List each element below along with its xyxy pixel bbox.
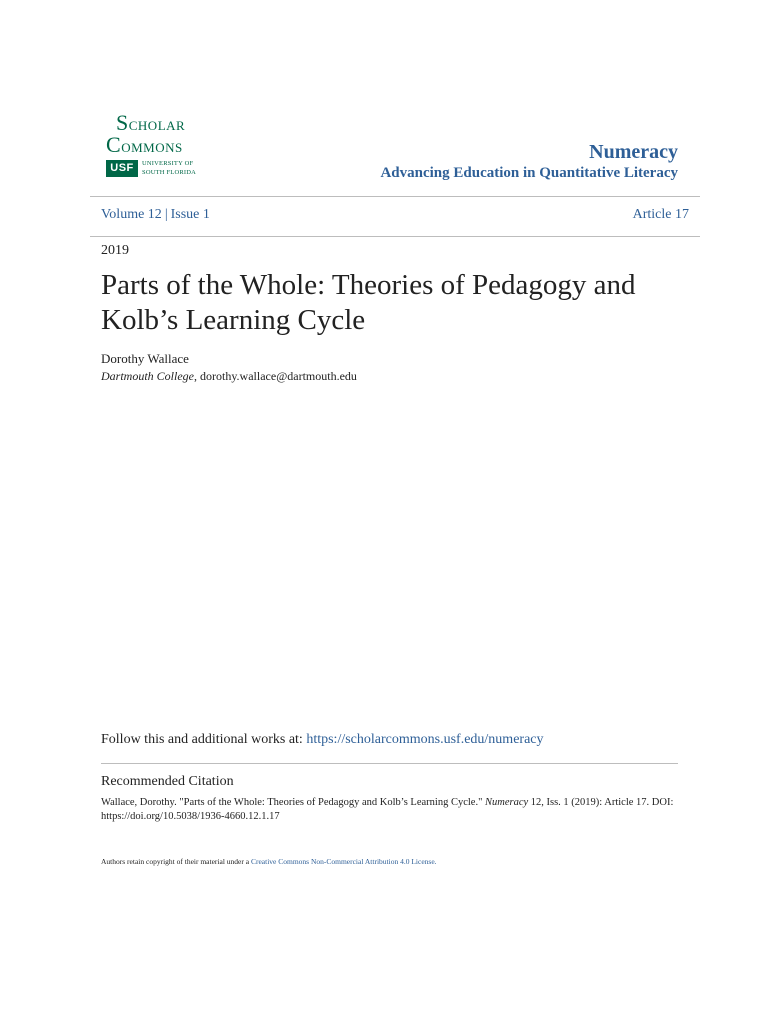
article-link[interactable]: Article 17 [632,207,689,222]
license-line [101,857,437,866]
author-institution: Dartmouth College [101,369,194,383]
paper-title: Parts of the Whole: Theories of Pedagogy and Kolb’s Learning Cycle [101,269,636,336]
journal-title: Numeracy [589,141,678,163]
issue-divider [90,236,700,237]
issue-link[interactable]: Issue 1 [170,207,210,222]
citation-text [101,796,681,824]
scholar-commons-logo [106,112,216,178]
numeracy-link[interactable]: https://scholarcommons.usf.edu/numeracy [306,732,544,747]
follow-line [101,732,544,748]
usf-logo-mark: USF [106,160,138,177]
volume-issue-separator: | [164,207,168,222]
header-divider [90,196,700,197]
citation-part-1: Wallace, Dorothy. "Parts of the Whole: Theories of Pedagogy and Kolb’s Learning Cycle." [101,797,485,808]
volume-issue [101,207,210,223]
journal-subtitle: Advancing Education in Quantitative Literacy [380,165,678,181]
author-name: Dorothy Wallace [101,351,189,366]
logo-university-text: UNIVERSITY OF SOUTH FLORIDA [142,160,197,176]
publication-year: 2019 [101,243,129,258]
recommended-citation-heading: Recommended Citation [101,774,234,789]
follow-text: Follow this and additional works at: [101,732,307,747]
license-text: Authors retain copyright of their material under a [101,857,251,866]
citation-part-2: 12, Iss. 1 (2019): Article 17. DOI: https://doi.org/10.5038/1936-4660.12.1.17 [101,797,674,822]
logo-commons-text: COMMONS [106,132,183,157]
author-affiliation [101,369,357,384]
citation-journal: Numeracy [484,797,529,808]
volume-link[interactable]: Volume 12 [101,207,162,222]
logo-scholar-text: SCHOLAR [116,110,186,135]
author-email: , dorothy.wallace@dartmouth.edu [194,369,357,383]
citation-divider [101,763,678,764]
license-link[interactable]: Creative Commons Non-Commercial Attribution 4.0 License. [250,857,437,866]
